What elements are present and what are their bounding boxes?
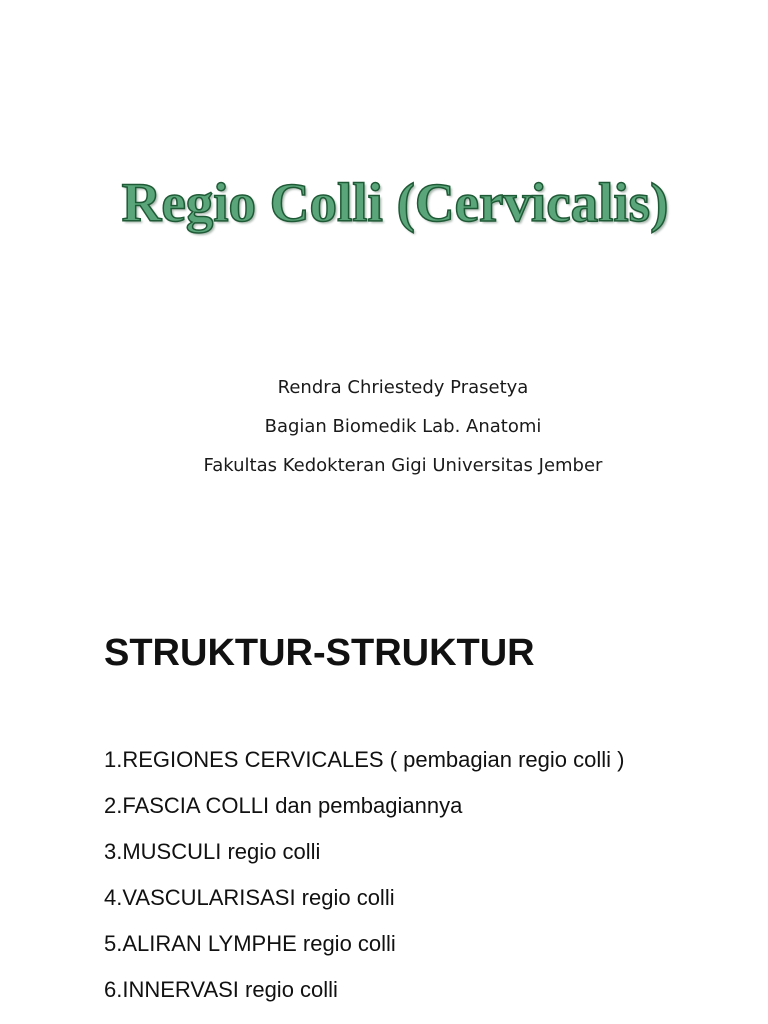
list-item: 2.FASCIA COLLI dan pembagiannya <box>104 793 463 818</box>
list-item: 4.VASCULARISASI regio colli <box>104 885 395 910</box>
department-name: Bagian Biomedik Lab. Anatomi <box>264 416 542 437</box>
list-item: 5.ALIRAN LYMPHE regio colli <box>104 931 396 956</box>
list-item: 6.INNERVASI regio colli <box>104 977 338 1002</box>
faculty-name: Fakultas Kedokteran Gigi Universitas Jember <box>203 455 603 476</box>
author-name: Rendra Chriestedy Prasetya <box>277 377 529 398</box>
author-block <box>0 372 768 489</box>
slide-title: Regio Colli (Cervicalis) <box>121 172 669 233</box>
list-item: 3.MUSCULI regio colli <box>104 839 321 864</box>
list-item: 1.REGIONES CERVICALES ( pembagian regio colli ) <box>104 747 625 772</box>
structure-list <box>104 740 624 1016</box>
section-heading: STRUKTUR-STRUKTUR <box>104 632 535 674</box>
